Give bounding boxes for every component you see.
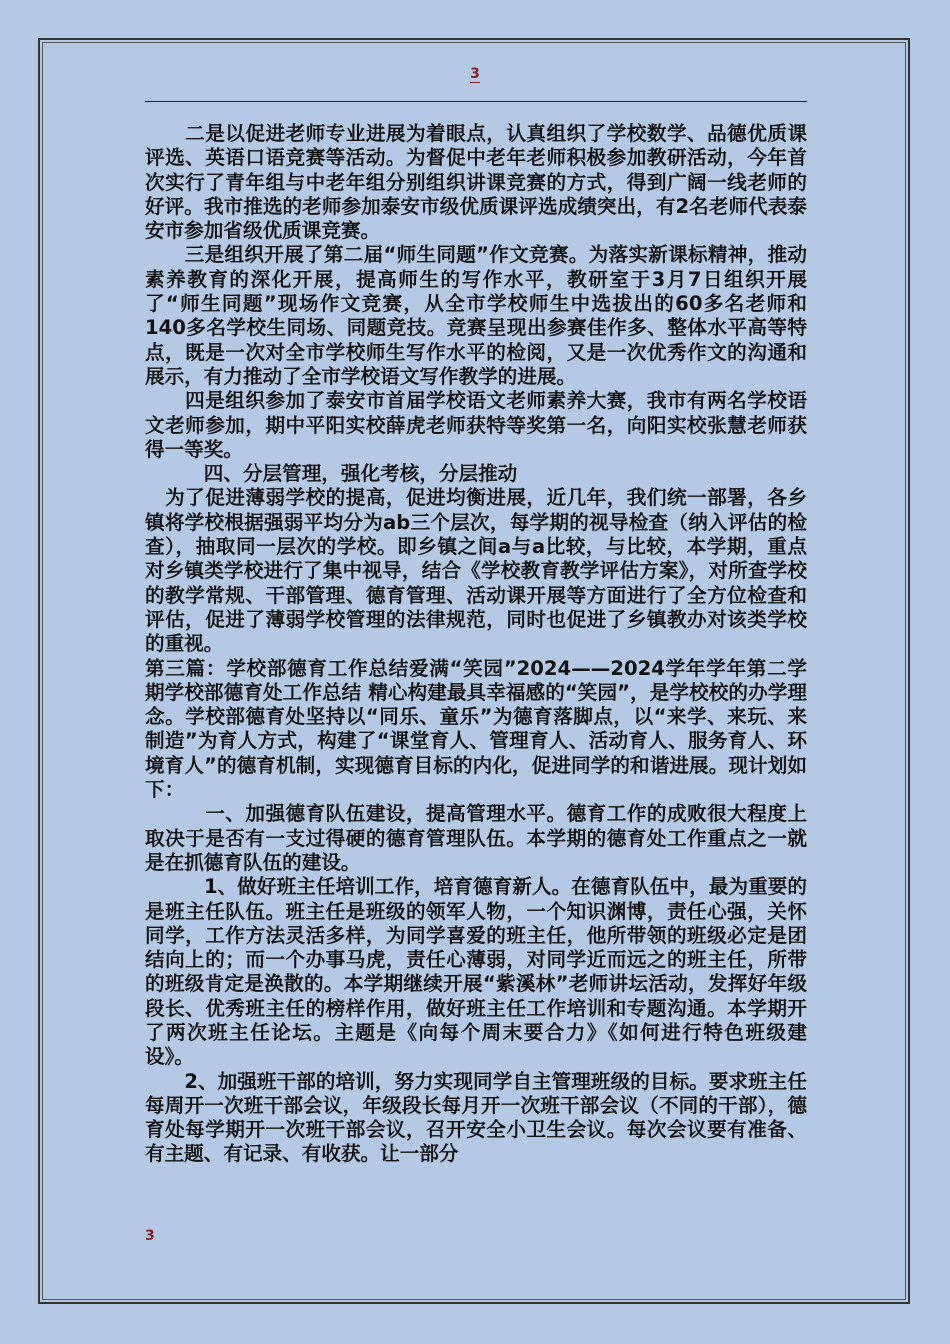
footer-page-number: 3 [145,1228,155,1244]
paragraph: 1、做好班主任培训工作，培育德育新人。在德育队伍中，最为重要的是班主任队伍。班主任是班级的领军人物，一个知识渊博，责任心强，关怀同学，工作方法灵活多样，为同学喜爱的班主任，他所带领的班级必定是团结向上的；而一个办事马虎，责任心薄弱，对同学近而远之的班主任，所带的班级肯定是涣散的。本学期继续开展“紫溪林”老师讲坛活动，发挥好年级段长、优秀班主任的榜样作用，做好班主任工作培训和专题沟通。本学期开了两次班主任论坛。主题是《向每个周末要合力》《如何进行特色班级建设》。 [145,875,807,1069]
paragraph: 第三篇：学校部德育工作总结爱满“笑园”2024——2024学年学年第二学期学校部德育处工作总结 精心构建最具幸福感的“笑园”，是学校校的办学理念。学校部德育处坚持以“同乐、童乐”为德育落脚点，以“来学、来玩、来制造”为育人方式，构建了“课堂育人、管理育人、活动育人、服务育人、环境育人”的德育机制，实现德育目标的内化，促进同学的和谐进展。现计划如下： [145,656,807,802]
header-divider [145,101,807,102]
paragraph: 2、加强班干部的培训，努力实现同学自主管理班级的目标。要求班主任每周开一次班干部会议，年级段长每月开一次班干部会议（不同的干部），德育处每学期开一次班干部会议，召开安全小卫生会议。每次会议要有准备、有主题、有记录、有收获。让一部分 [145,1069,807,1166]
section-heading: 四、分层管理，强化考核，分层推动 [145,462,518,486]
paragraph: 二是以促进老师专业进展为着眼点，认真组织了学校数学、品德优质课评选、英语口语竞赛等活动。为督促中老年老师积极参加教研活动，今年首次实行了青年组与中老年组分别组织讲课竞赛的方式，得到广阔一线老师的好评。我市推选的老师参加泰安市级优质课评选成绩突出，有2名老师代表泰安市参加省级优质课竞赛。 [145,122,807,243]
paragraph: 四是组织参加了泰安市首届学校语文老师素养大赛，我市有两名学校语文老师参加，期中平阳实校薛虎老师获特等奖第一名，向阳实校张慧老师获得一等奖。 [145,389,807,461]
paragraph: 一、加强德育队伍建设，提高管理水平。德育工作的成败很大程度上取决于是否有一支过得硬的德育管理队伍。本学期的德育处工作重点之一就是在抓德育队伍的建设。 [145,802,807,874]
paragraph: 为了促进薄弱学校的提高，促进均衡进展，近几年，我们统一部署，各乡镇将学校根据强弱平均分为ab三个层次，每学期的视导检查（纳入评估的检查），抽取同一层次的学校。即乡镇之间a与a比较，与比较，本学期，重点对乡镇类学校进行了集中视导，结合《学校教育教学评估方案》，对所查学校的教学常规、干部管理、德育管理、活动课开展等方面进行了全方位检查和评估，促进了薄弱学校管理的法律规范，同时也促进了乡镇教办对该类学校的重视。 [145,486,807,656]
document-body [145,122,807,1167]
paragraph: 三是组织开展了第二届“师生同题”作文竞赛。为落实新课标精神，推动素养教育的深化开展，提高师生的写作水平，教研室于3月7日组织开展了“师生同题”现场作文竞赛，从全市学校师生中选拔出的60多名老师和140多名学校生同场、同题竞技。竞赛呈现出参赛佳作多、整体水平高等特点，既是一次对全市学校师生写作水平的检阅，又是一次优秀作文的沟通和展示，有力推动了全市学校语文写作教学的进展。 [145,243,807,388]
header-page-number [0,66,950,82]
header-page-number-text: 3 [470,66,480,82]
